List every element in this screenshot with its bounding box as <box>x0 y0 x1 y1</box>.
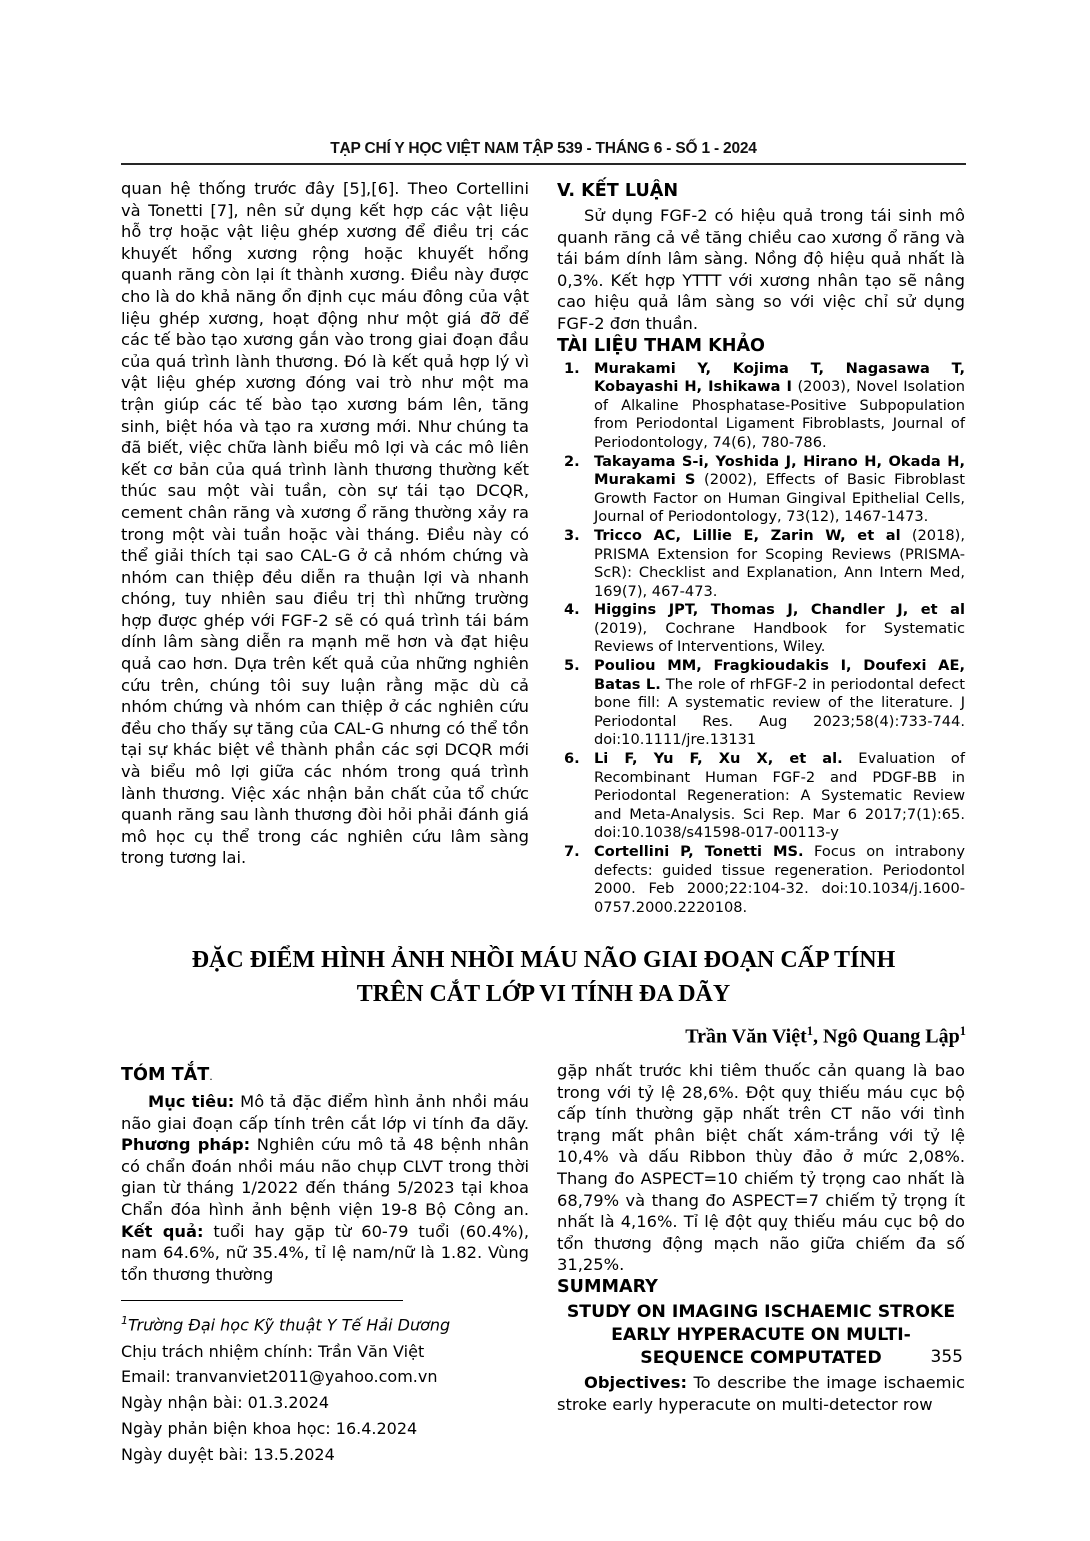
reference-number: 4. <box>564 601 580 619</box>
objectives-paragraph <box>557 1372 965 1415</box>
reference-number: 1. <box>564 359 580 377</box>
reference-text: Evaluation of Recombinant Human FGF-2 and PDGF-BB in Periodontal Regeneration: A Systematic Review and Meta-Analysis. Sci Rep. Mar 6 2017;7(1):65. doi:10.1038/s41598-017-00113-y <box>594 750 965 842</box>
article2-title-line1: ĐẶC ĐIỂM HÌNH ẢNH NHỒI MÁU NÃO GIAI ĐOẠN CẤP TÍNH <box>191 947 896 974</box>
footnote-affiliation <box>121 1308 529 1338</box>
abstract-continued-paragraph: gặp nhất trước khi tiêm thuốc cản quang là bao trong với tỷ lệ 28,6%. Đột quỵ thiếu máu cục bộ cấp tính thường gặp nhất trên CT não với tình trạng mất phân biệt chất xám-trắng với tỷ lệ 10,4% và dấu Ribbon thùy đảo ở mức 2,08%. Thang đo ASPECT=10 chiếm tỷ trọng cao nhất là 68,79% và thang đo ASPECT=7 chiếm tỷ trọng ít nhất là 4,16%. Tỉ lệ đột quỵ thiếu máu cục bộ do tổn thương động mạch não giữa chiếm đa số 31,25%. <box>557 1061 965 1275</box>
reference-authors: Higgins JPT, Thomas J, Chandler J, et al <box>594 601 965 619</box>
footnote-line: Ngày nhận bài: 01.3.2024 <box>121 1393 330 1413</box>
objectives-label: Objectives: <box>584 1372 687 1392</box>
footnote-line: Email: tranvanviet2011@yahoo.com.vn <box>121 1367 438 1387</box>
reference-list <box>557 360 965 918</box>
reference-authors: Li F, Yu F, Xu X, et al. <box>594 750 843 768</box>
footnote-affiliation-mark: 1 <box>121 1314 128 1328</box>
reference-number: 2. <box>564 452 580 470</box>
abstract-text: Nghiên cứu mô tả 48 bệnh nhân có chẩn đoán nhồi máu não chụp CLVT trong thời gian từ tháng 1/2022 đến tháng 5/2023 tại khoa Chẩn đóa hình ảnh bệnh viện 19-8 Bộ Công an. <box>121 1135 529 1219</box>
author-name: Trần Văn Việt <box>685 1026 807 1049</box>
reference-text: (2003), Novel Isolation of Alkaline Phosphatase-Positive Subpopulation from Periodontal Ligament Fibroblasts, Journal of Periodontology, 74(6), 780-786. <box>594 378 966 451</box>
reference-text: (2018), PRISMA Extension for Scoping Reviews (PRISMA-ScR): Checklist and Explanation, Ann Intern Med, 169(7), 467-473. <box>594 526 965 600</box>
page-number: 355 <box>930 1347 963 1367</box>
article2-left-column <box>121 1056 529 1467</box>
journal-header-text: TẠP CHÍ Y HỌC VIỆT NAM TẬP 539 - THÁNG 6 - SỐ 1 - 2024 <box>330 140 757 157</box>
footnote-affiliation-text: Trường Đại học Kỹ thuật Y Tế Hải Dương <box>128 1315 451 1335</box>
reference-item <box>557 843 965 917</box>
abstract-label: Phương pháp: <box>121 1135 251 1155</box>
article2-authors <box>121 1024 966 1049</box>
summary-heading: SUMMARY <box>557 1276 658 1297</box>
reference-authors: Murakami Y, Kojima T, Nagasawa T, Kobayashi H, Ishikawa I <box>594 359 965 396</box>
article1-left-column <box>121 178 529 917</box>
reference-item <box>557 601 965 657</box>
abstract-heading-dot: . <box>209 1070 213 1084</box>
references-heading: TÀI LIỆU THAM KHẢO <box>557 335 766 356</box>
reference-authors: Takayama S-i, Yoshida J, Hirano H, Okada H, Murakami S <box>594 452 965 489</box>
discussion-paragraph: quan hệ thống trước đây [5],[6]. Theo Cortellini và Tonetti [7], nên sử dụng kết hợp các vật liệu hỗ trợ hoặc vật liệu ghép xương để điều trị các khuyết hổng xương rộng hoặc khuyết hổng quanh răng còn lại ít thành xương. Điều này được cho là do khả năng ổn định cục máu đông của vật liệu ghép xương, hoạt động như một giá đỡ để các tế bào tạo xương gắn vào trong giai đoạn đầu của quá trình lành thương. Đó là kết quả hợp lý vì vật liệu ghép xương đóng vai trò như một ma trận giúp các tế bào tạo xương bám lên, tăng sinh, biệt hóa và tạo ra xương mới. Như chúng ta đã biết, việc chữa lành biểu mô lợi và các mô liên kết cơ bản của quá trình lành thương thường kết thúc sau một vài tuần, còn sự tái tạo DCQR, cement chân răng và xương ổ răng thường xảy ra trong một vài tuần hoặc vài tháng. Điều này có thể giải thích tại sao CAL-G ở cả nhóm chứng và nhóm can thiệp đều diễn ra thuận lợi và nhanh chóng, tuy nhiên sau điều trị thì những trường hợp được ghép với FGF-2 sẽ có quá trình tái bám dính lâm sàng diễn ra mạnh mẽ hơn và đạt hiệu quả cao hơn. Dựa trên kết quả của những nghiên cứu trên, chúng tôi suy luận rằng mặc dù cả nhóm chứng và nhóm can thiệp ở các nghiên cứu đều cho thấy sự tăng của CAL-G nhưng có thể tồn tại sự khác biệt về thành phần các sợi DCQR mới và biểu mô lợi giữa các nhóm trong quá trình lành thương. Việc xác nhận bản chất của tổ chức quanh răng sau lành thương đòi hỏi phải đánh giá mô học cụ thể trong các nghiên cứu lâm sàng trong tương lai. <box>121 179 529 868</box>
reference-number: 6. <box>564 750 580 768</box>
reference-authors: Pouliou MM, Fragkioudakis I, Doufexi AE, Batas L. <box>594 657 965 693</box>
author-separator: , <box>813 1026 824 1049</box>
author-affiliation-mark: 1 <box>959 1024 966 1039</box>
reference-text: The role of rhFGF-2 in periodontal defect bone fill: A systematic review of the literature. J Periodontal Res. Aug 2023;58(4):733-744. doi:10.1111/jre.13131 <box>594 675 965 749</box>
article2-columns <box>121 1056 966 1467</box>
article1-columns <box>121 178 966 917</box>
footnote-line: Ngày phản biện khoa học: 16.4.2024 <box>121 1418 418 1438</box>
footnote-line: Chịu trách nhiệm chính: Trần Văn Việt <box>121 1341 425 1361</box>
article2-title-line2: TRÊN CẮT LỚP VI TÍNH ĐA DÃY <box>356 981 731 1008</box>
reference-item <box>557 360 965 453</box>
header-rule <box>121 163 966 165</box>
reference-item <box>557 453 965 527</box>
reference-text: (2019), Cochrane Handbook for Systematic Reviews of Interventions, Wiley. <box>594 619 965 656</box>
journal-header <box>121 140 966 158</box>
reference-number: 7. <box>564 843 580 860</box>
author-affiliation-mark: 1 <box>806 1024 814 1039</box>
reference-authors: Tricco AC, Lillie E, Zarin W, et al <box>594 526 901 544</box>
reference-text: (2002), Effects of Basic Fibroblast Growth Factor on Human Gingival Epithelial Cells, Journal of Periodontology, 73(12), 1467-1473. <box>594 471 965 526</box>
conclusion-paragraph: Sử dụng FGF-2 có hiệu quả trong tái sinh mô quanh răng cả về tăng chiều cao xương ổ răng và tái bám dính lâm sàng. Nồng độ hiệu quả nhất là 0,3%. Kết hợp YTTT với xương nhân tạo sẽ nâng cao hiệu quả lâm sàng so với việc chỉ sử dụng FGF-2 đơn thuần. <box>557 206 965 333</box>
article2 <box>121 943 966 1467</box>
author-name: Ngô Quang Lập <box>823 1026 960 1049</box>
abstract-text: tuổi hay gặp từ 60-79 tuổi (60.4%), nam 64.6%, nữ 35.4%, tỉ lệ nam/nữ là 1.82. Vùng tổn thương thường <box>121 1221 529 1284</box>
objectives-text: To describe the image ischaemic stroke early hyperacute on multi-detector row <box>557 1372 965 1414</box>
reference-number: 3. <box>564 526 580 544</box>
article2-title <box>121 943 966 1011</box>
footnote-line: Ngày duyệt bài: 13.5.2024 <box>121 1444 335 1464</box>
reference-text: Focus on intrabony defects: guided tissue regeneration. Periodontol 2000. Feb 2000;22:104-32. doi:10.1034/j.1600-0757.2000.2220108. <box>594 843 966 916</box>
footnote-separator <box>121 1300 403 1301</box>
article2-right-column <box>557 1056 965 1467</box>
footnote <box>121 1308 529 1467</box>
reference-item <box>557 527 965 601</box>
article1-right-column <box>557 178 965 917</box>
abstract-label: Kết quả: <box>121 1221 204 1241</box>
reference-item <box>557 657 965 750</box>
page-content <box>121 140 966 1467</box>
reference-number: 5. <box>564 657 580 675</box>
abstract-heading <box>121 1064 529 1088</box>
abstract-heading-text: TÓM TẮT <box>121 1065 210 1086</box>
abstract-text: Mô tả đặc điểm hình ảnh nhồi máu não giai đoạn cấp tính trên cắt lớp vi tính đa dãy. <box>121 1092 529 1133</box>
reference-authors: Cortellini P, Tonetti MS. <box>594 843 804 860</box>
reference-item <box>557 750 965 843</box>
summary-title: STUDY ON IMAGING ISCHAEMIC STROKE EARLY HYPERACUTE ON MULTI-SEQUENCE COMPUTATED <box>566 1301 956 1368</box>
abstract-paragraph <box>121 1091 529 1285</box>
conclusion-heading: V. KẾT LUẬN <box>557 181 679 201</box>
abstract-label: Mục tiêu: <box>148 1092 235 1112</box>
